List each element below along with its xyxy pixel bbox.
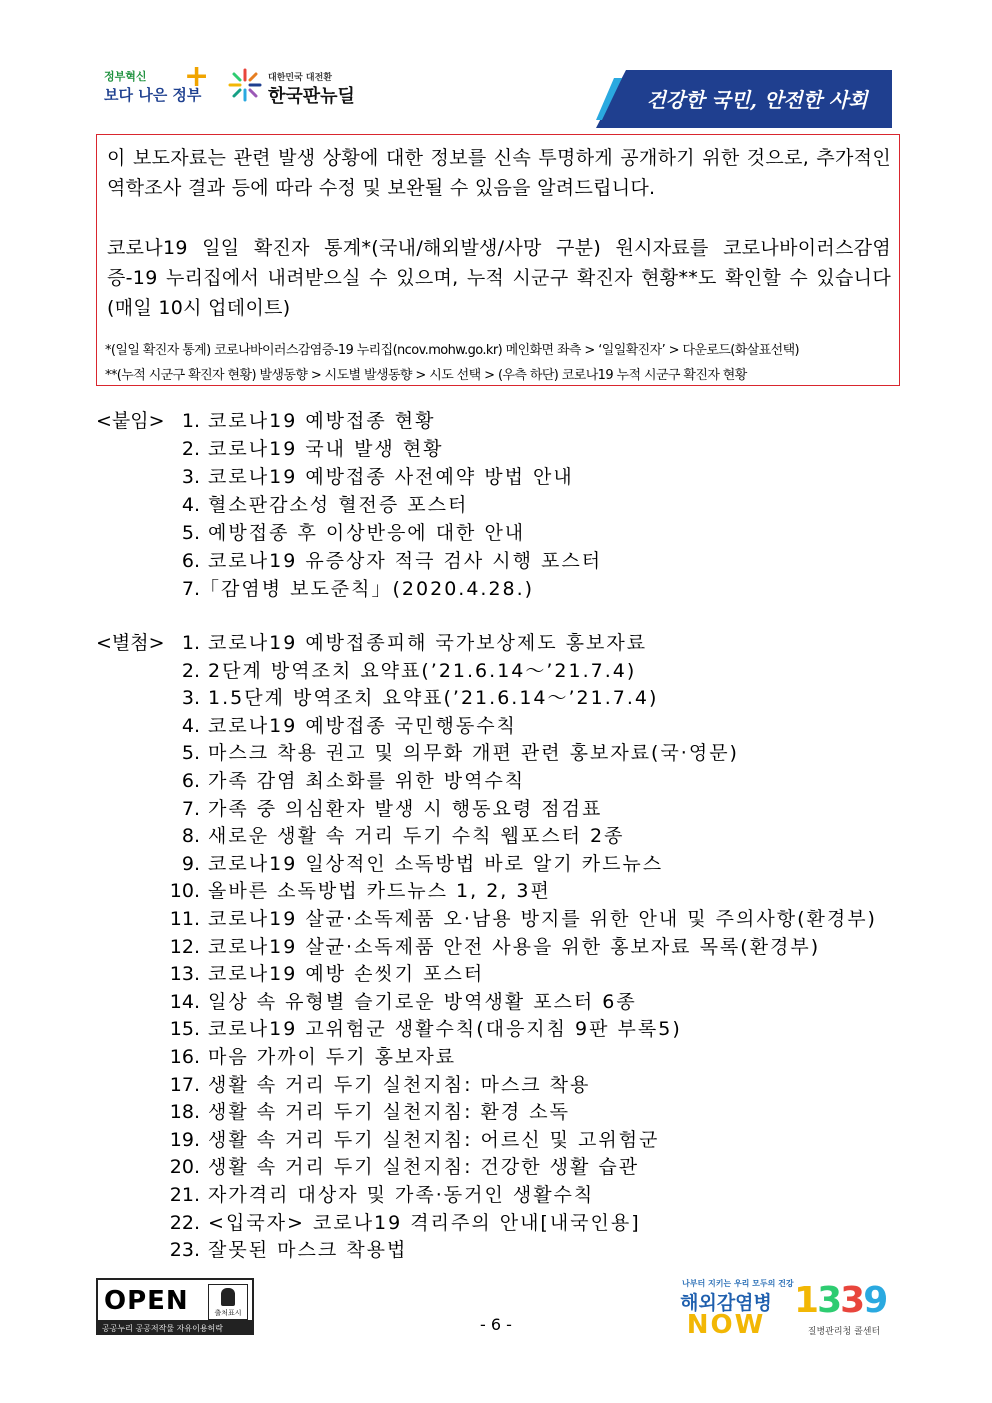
notice-paragraph-2: 코로나19 일일 확진자 통계*(국내/해외발생/사망 구분) 원시자료를 코로나바이러스감염증-19 누리집에서 내려받으실 수 있으며, 누적 시군구 확진자 현황**도 확인할 수 있습니다(매일 10시 업데이트): [107, 237, 891, 319]
item-number: 18.: [169, 1101, 200, 1124]
item-number: 5.: [181, 742, 200, 765]
item-number: 5.: [181, 522, 200, 544]
call-center-digit: 1: [794, 1280, 818, 1321]
item-text: 1.5단계 방역조치 요약표(’21.6.14～’21.7.4): [200, 687, 659, 710]
item-number: 19.: [169, 1128, 200, 1151]
item-number: 13.: [169, 963, 200, 986]
item-number: 20.: [169, 1156, 200, 1179]
attachments-item: [166, 490, 468, 518]
item-text: 일상 속 유형별 슬기로운 방역생활 포스터 6종: [200, 990, 637, 1013]
item-number: 9.: [181, 852, 200, 875]
item-text: 가족 중 의심환자 발생 시 행동요령 점검표: [200, 797, 603, 820]
page-header: [0, 0, 992, 140]
item-number: 17.: [169, 1073, 200, 1096]
item-number: 1.: [181, 410, 200, 432]
item-text: 예방접종 후 이상반응에 대한 안내: [200, 522, 526, 544]
notice-footnote-2: **(누적 시군구 확진자 현황) 발생동향 > 시도별 발생동향 > 시도 선택 > (우측 하단) 코로나19 누적 시군구 확진자 현황: [105, 368, 747, 383]
open-license-caption: 공공누리 공공저작물 자유이용허락: [96, 1322, 254, 1335]
page-number: - 6 -: [480, 1315, 512, 1334]
item-text: 코로나19 국내 발생 현황: [200, 438, 444, 460]
appendix-item: [166, 738, 739, 766]
item-number: 2.: [181, 659, 200, 682]
attachments-item: [166, 406, 435, 434]
item-number: 11.: [169, 908, 200, 930]
item-text: 마스크 착용 권고 및 의무화 개편 관련 홍보자료(국·영문): [200, 742, 739, 765]
now-logo-tagline: 나부터 지키는 우리 모두의 건강: [682, 1279, 794, 1288]
item-number: 15.: [169, 1018, 200, 1041]
item-number: 14.: [169, 990, 200, 1013]
now-logo-big: NOW: [686, 1310, 766, 1340]
item-number: 3.: [181, 687, 200, 710]
call-center-digit: 3: [817, 1280, 841, 1321]
korean-new-deal-logo: [228, 66, 358, 110]
item-text: 코로나19 예방접종 사전예약 방법 안내: [200, 466, 574, 488]
slogan-banner: [596, 70, 892, 128]
item-text: 생활 속 거리 두기 실천지침: 환경 소독: [200, 1101, 570, 1124]
item-text: 생활 속 거리 두기 실천지침: 마스크 착용: [200, 1073, 591, 1096]
appendix-item: [166, 656, 636, 684]
attachments-item: [166, 434, 444, 462]
item-number: 6.: [181, 770, 200, 792]
appendix-label: <별첨>: [96, 632, 165, 654]
call-center-1339-logo: [790, 1280, 898, 1340]
item-text: 코로나19 살균·소독제품 오·남용 방지를 위한 안내 및 주의사항(환경부): [200, 908, 877, 930]
item-text: 마음 가까이 두기 홍보자료: [200, 1046, 457, 1068]
item-number: 21.: [169, 1184, 200, 1206]
item-number: 10.: [169, 880, 200, 903]
item-number: 8.: [181, 825, 200, 848]
attachments-item: [166, 574, 534, 602]
attachments-label: <붙임>: [96, 410, 165, 432]
appendix-item: [166, 1097, 570, 1125]
notice-box: [96, 134, 900, 386]
item-number: 7.: [181, 578, 200, 600]
item-number: 6.: [181, 550, 200, 572]
item-text: <입국자> 코로나19 격리주의 안내[내국인용]: [200, 1211, 641, 1234]
item-text: 코로나19 유증상자 적극 검사 시행 포스터: [200, 550, 603, 572]
appendix-item: [166, 1208, 641, 1236]
appendix-item: [166, 849, 663, 877]
item-text: 2단계 방역조치 요약표(’21.6.14～’21.7.4): [200, 659, 637, 682]
appendix-item: [166, 766, 525, 794]
appendix-item: [166, 904, 877, 932]
gov-logo-main-text: 보다 나은 정부: [104, 86, 202, 104]
item-text: 가족 감염 최소화를 위한 방역수칙: [200, 770, 526, 792]
call-center-caption: 질병관리청 콜센터: [807, 1327, 881, 1337]
call-center-number: [794, 1280, 886, 1321]
appendix-item: [166, 876, 551, 904]
newdeal-small-text: 대한민국 대전환: [268, 73, 332, 83]
item-text: 코로나19 고위험군 생활수칙(대응지침 9판 부록5): [200, 1018, 682, 1041]
slogan-text: 건강한 국민, 안전한 사회: [646, 88, 868, 112]
attribution-label: 출처표시: [214, 1309, 242, 1317]
appendix-item: [166, 711, 517, 739]
open-logo-text: OPEN: [104, 1286, 189, 1316]
appendix-item: [166, 1042, 456, 1070]
now-logo-main: 해외감염병: [680, 1292, 772, 1314]
notice-footnote-1: *(일일 확진자 통계) 코로나바이러스감염증-19 누리집(ncov.mohw.go.kr) 메인화면 좌측 > ‘일일확진자’ > 다운로드(화살표선택): [105, 343, 800, 358]
call-center-digit: 3: [840, 1280, 864, 1321]
item-text: 잘못된 마스크 착용법: [200, 1239, 408, 1262]
item-text: 코로나19 예방접종 국민행동수칙: [200, 714, 517, 737]
attachments-item: [166, 546, 602, 574]
call-center-digit: 9: [863, 1280, 887, 1321]
item-number: 12.: [169, 935, 200, 958]
appendix-item: [166, 1235, 407, 1263]
item-number: 7.: [181, 797, 200, 820]
appendix-item: [166, 987, 637, 1015]
appendix-item: [166, 1152, 639, 1180]
appendix-item: [166, 821, 624, 849]
attachments-item: [166, 518, 525, 546]
item-text: 코로나19 예방 손씻기 포스터: [200, 963, 485, 986]
appendix-item: [166, 1125, 659, 1153]
item-text: 새로운 생활 속 거리 두기 수칙 웹포스터 2종: [200, 825, 625, 848]
item-number: 3.: [181, 466, 200, 488]
item-number: 22.: [169, 1211, 200, 1234]
starburst-icon: [228, 68, 262, 102]
person-icon: [221, 1288, 235, 1306]
notice-paragraph-1: 이 보도자료는 관련 발생 상황에 대한 정보를 신속 투명하게 공개하기 위한 것으로, 추가적인 역학조사 결과 등에 따라 수정 및 보완될 수 있음을 알려드립니다.: [107, 147, 891, 199]
item-number: 16.: [169, 1046, 200, 1068]
appendix-item: [166, 932, 820, 960]
appendix-item: [166, 1070, 590, 1098]
item-text: 자가격리 대상자 및 가족·동거인 생활수칙: [200, 1184, 595, 1206]
plus-icon: +: [184, 59, 210, 94]
item-text: 생활 속 거리 두기 실천지침: 어르신 및 고위험군: [200, 1128, 660, 1151]
appendix-item: [166, 628, 647, 656]
attachments-item: [166, 462, 574, 490]
item-number: 4.: [181, 494, 200, 516]
item-text: 코로나19 살균·소독제품 안전 사용을 위한 홍보자료 목록(환경부): [200, 935, 821, 958]
item-text: 혈소판감소성 혈전증 포스터: [200, 494, 469, 516]
item-number: 2.: [181, 438, 200, 460]
newdeal-main-text: 한국판뉴딜: [268, 86, 355, 107]
item-text: 「감염병 보도준칙」(2020.4.28.): [200, 578, 535, 600]
appendix-item: [166, 959, 484, 987]
gov-logo-small-text: 정부혁신: [104, 70, 147, 83]
item-text: 올바른 소독방법 카드뉴스 1, 2, 3편: [200, 880, 551, 903]
appendix-item: [166, 794, 602, 822]
item-text: 코로나19 예방접종 현황: [200, 410, 436, 432]
item-number: 4.: [181, 714, 200, 737]
appendix-item: [166, 1180, 594, 1208]
item-text: 코로나19 예방접종피해 국가보상제도 홍보자료: [200, 632, 648, 654]
appendix-item: [166, 1014, 682, 1042]
item-number: 1.: [181, 632, 200, 654]
overseas-infection-now-logo: [670, 1278, 794, 1340]
item-text: 생활 속 거리 두기 실천지침: 건강한 생활 습관: [200, 1156, 640, 1179]
item-text: 코로나19 일상적인 소독방법 바로 알기 카드뉴스: [200, 852, 664, 875]
government-innovation-logo: [102, 59, 212, 112]
appendix-item: [166, 683, 658, 711]
item-number: 23.: [169, 1239, 200, 1262]
